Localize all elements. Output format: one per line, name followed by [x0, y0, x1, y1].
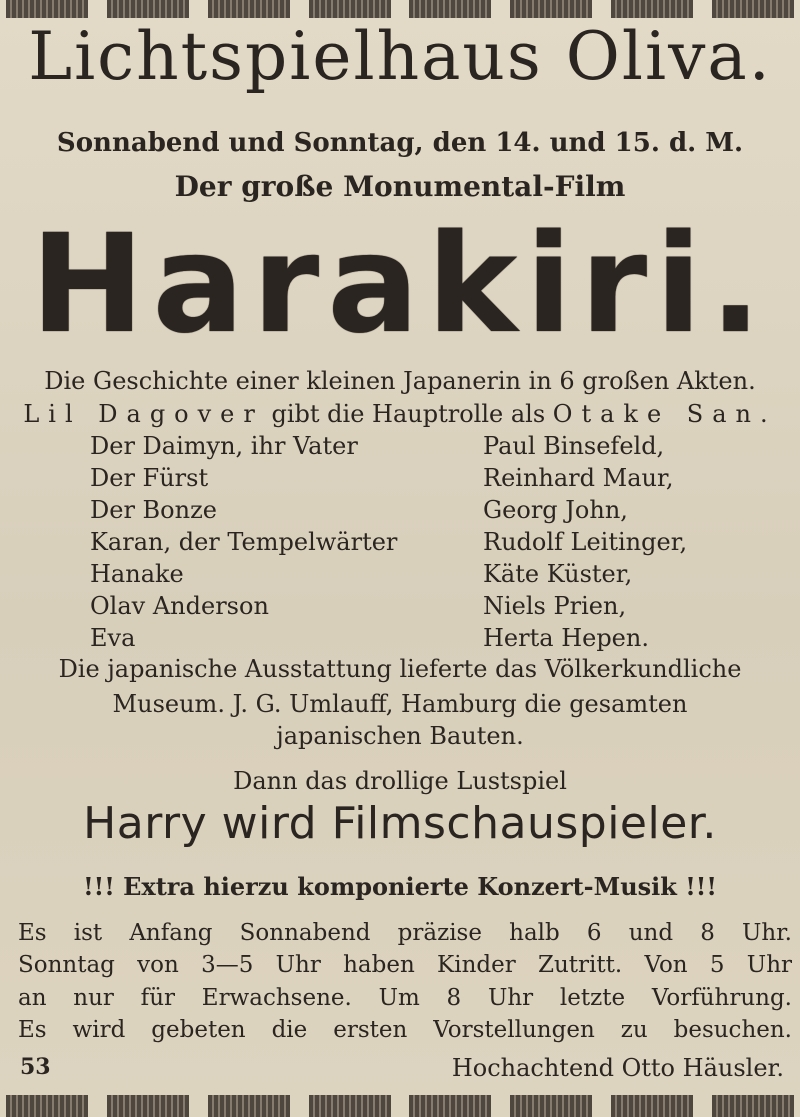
cast-row [0, 624, 800, 656]
decoration-credit-line-2: Museum. J. G. Umlauff, Hamburg die gesamten [112, 690, 688, 718]
star-name: Lil Dagover [23, 400, 264, 428]
top-ornamental-border [0, 0, 800, 18]
cast-actor: Reinhard Maur, [483, 464, 674, 492]
schedule-line-3: an nur für Erwachsene. Um 8 Uhr letzte Vorführung. [18, 985, 792, 1011]
cast-row [0, 592, 800, 624]
schedule-line-4: Es wird gebeten die ersten Vorstellungen zu besuchen. [18, 1017, 792, 1043]
schedule-line-2: Sonntag von 3—5 Uhr haben Kinder Zutritt. Von 5 Uhr [18, 952, 792, 978]
cast-role: Karan, der Tempelwärter [90, 528, 398, 556]
cast-role: Der Fürst [90, 464, 209, 492]
decoration-credit-line-3: japanischen Bauten. [276, 722, 524, 750]
cast-role: Der Daimyn, ihr Vater [90, 432, 358, 460]
second-feature-title: Harry wird Filmschauspieler. [83, 798, 717, 849]
film-subtitle: Der große Monumental-Film [174, 170, 626, 203]
cast-actor: Georg John, [483, 496, 628, 524]
cast-row [0, 496, 800, 528]
decoration-credit-line-1: Die japanische Ausstattung lieferte das Völkerkundliche [58, 655, 742, 683]
cast-row [0, 560, 800, 592]
ad-number: 53 [20, 1054, 51, 1080]
cast-role: Eva [90, 624, 136, 652]
star-line [0, 400, 800, 428]
cast-role: Olav Anderson [90, 592, 269, 620]
music-note: !!! Extra hierzu komponierte Konzert-Musik !!! [83, 872, 717, 901]
star-role: Otake San. [552, 400, 777, 428]
signature: Hochachtend Otto Häusler. [451, 1054, 784, 1082]
cast-actor: Rudolf Leitinger, [483, 528, 688, 556]
cast-role: Hanake [90, 560, 184, 588]
show-dates: Sonnabend und Sonntag, den 14. und 15. d. M. [56, 128, 744, 158]
second-feature-intro: Dann das drollige Lustspiel [233, 767, 567, 795]
cast-role: Der Bonze [90, 496, 217, 524]
film-description: Die Geschichte einer kleinen Japanerin in 6 großen Akten. [44, 367, 756, 395]
cast-row [0, 432, 800, 464]
cast-actor: Käte Küster, [483, 560, 633, 588]
cast-actor: Paul Binsefeld, [483, 432, 665, 460]
cast-actor: Niels Prien, [483, 592, 627, 620]
cast-row [0, 528, 800, 560]
cast-row [0, 464, 800, 496]
schedule-line-1: Es ist Anfang Sonnabend präzise halb 6 und 8 Uhr. [18, 920, 792, 946]
cast-actor: Herta Hepen. [483, 624, 649, 652]
star-line-middle: gibt die Hauptrolle als [271, 400, 546, 428]
theatre-name: Lichtspielhaus Oliva. [28, 18, 772, 95]
bottom-ornamental-border [0, 1095, 800, 1117]
film-title: Harakiri. [30, 206, 770, 364]
